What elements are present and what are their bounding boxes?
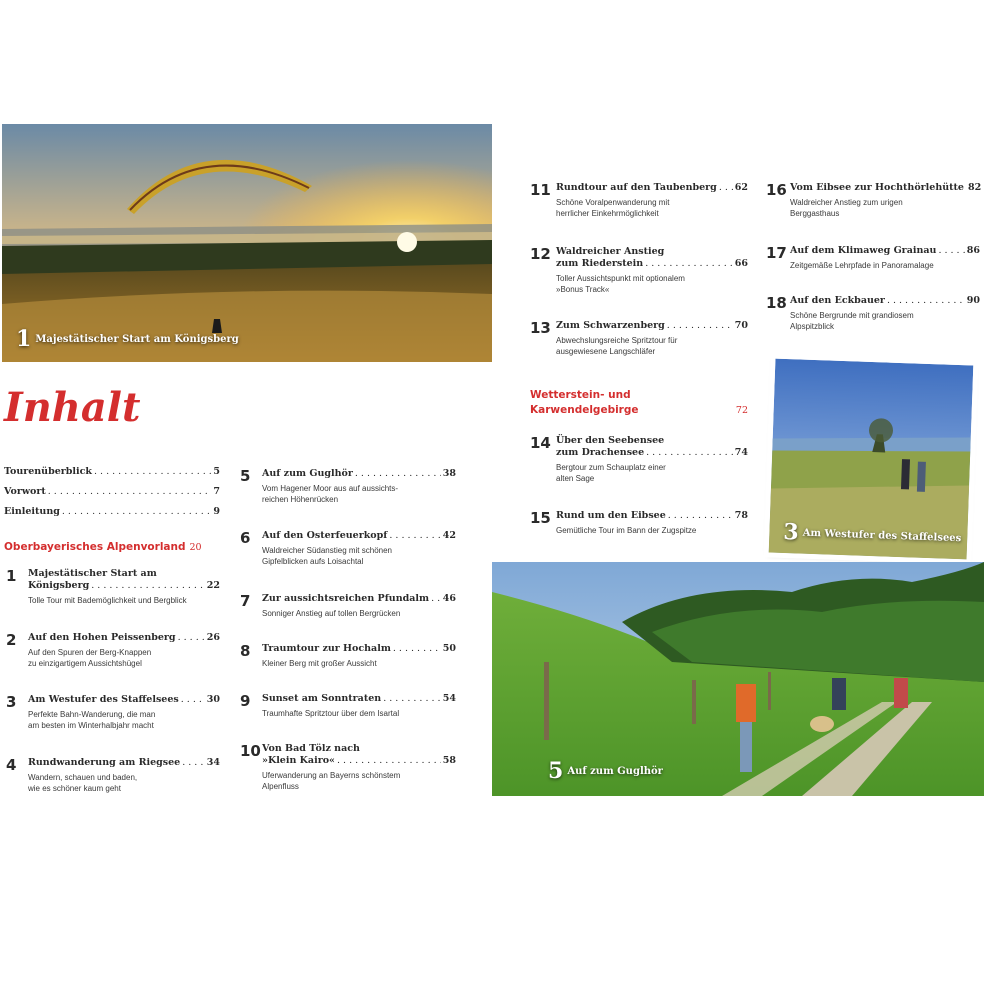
page-title: Inhalt	[4, 384, 141, 431]
toc-entry-desc: Toller Aussichtspunkt mit optionalem	[556, 274, 685, 283]
toc-entry-page: 30	[206, 694, 220, 705]
toc-entry-number: 14	[530, 434, 551, 452]
toc-entry-title: Zur aussichtsreichen Pfundalm	[262, 593, 430, 604]
section-heading[interactable]	[4, 540, 202, 555]
section-title: Oberbayerisches Alpenvorland	[4, 541, 186, 553]
photo-caption	[548, 758, 663, 784]
toc-entry-desc: Auf den Spuren der Berg-Knappen	[28, 648, 152, 657]
toc-entry-desc: Vom Hagener Moor aus auf aussichts-	[262, 484, 399, 493]
toc-entry-title: Traumtour zur Hochalm	[262, 643, 391, 654]
toc-entry-desc-line2: Alpspitzblick	[790, 322, 835, 331]
toc-entry-page: 74	[734, 447, 748, 458]
toc-entry-number: 1	[6, 567, 17, 585]
photo-caption-text: Majestätischer Start am Königsberg	[35, 333, 239, 345]
toc-entry-desc: Waldreicher Südanstieg mit schönen	[262, 546, 392, 555]
toc-entry-title: Rundtour auf den Taubenberg	[556, 182, 717, 193]
toc-entry-page: 86	[966, 245, 980, 256]
photo-caption-text: Auf zum Guglhör	[567, 765, 663, 777]
toc-entry-page: 58	[442, 755, 456, 766]
section-page: 20	[189, 542, 202, 553]
toc-entry-title-line1: Von Bad Tölz nach	[262, 743, 360, 754]
toc-entry-desc: Wandern, schauen und baden,	[28, 773, 138, 782]
photo-caption	[16, 326, 239, 352]
section-page: 72	[735, 405, 748, 416]
toc-entry-page: 78	[734, 510, 748, 521]
toc-entry-page: 70	[734, 320, 748, 331]
toc-entry-desc: Tolle Tour mit Bademöglichkeit und Bergblick	[28, 596, 187, 605]
toc-entry-desc-line2: am besten im Winterhalbjahr macht	[28, 721, 154, 730]
toc-entry-desc-line2: wie es schöner kaum geht	[28, 784, 121, 793]
toc-entry-number: 13	[530, 319, 551, 337]
toc-entry-page: 62	[734, 182, 748, 193]
photo-caption-number: 5	[548, 758, 564, 784]
toc-entry-number: 11	[530, 181, 551, 199]
toc-entry-desc: Kleiner Berg mit großer Aussicht	[262, 659, 377, 668]
toc-entry-title: Zum Schwarzenberg	[556, 320, 665, 331]
toc-entry-number: 15	[530, 509, 551, 527]
photo-caption-number: 1	[16, 326, 32, 352]
toc-entry-title: Auf dem Klimaweg Grainau	[790, 245, 937, 256]
toc-front-page: 9	[213, 506, 220, 517]
toc-entry-number: 4	[6, 756, 17, 774]
toc-entry-desc: Sonniger Anstieg auf tollen Bergrücken	[262, 609, 401, 618]
toc-entry-desc: Perfekte Bahn-Wanderung, die man	[28, 710, 156, 719]
toc-entry-page: 26	[206, 632, 220, 643]
toc-entry-desc-line2: ausgewiesene Langschläfer	[556, 347, 656, 356]
toc-entry-title: Am Westufer des Staffelsees	[28, 694, 179, 705]
toc-entry-title: Vom Eibsee zur Hochthörlehütte	[790, 182, 964, 193]
toc-entry-number: 7	[240, 592, 251, 610]
toc-entry-desc: Uferwanderung an Bayerns schönstem	[262, 771, 401, 780]
toc-entry-title: zum Riederstein	[556, 258, 644, 269]
photo-staffelsee	[769, 359, 974, 560]
toc-entry-number: 8	[240, 642, 251, 660]
toc-entry-page: 90	[966, 295, 980, 306]
toc-entry-page: 54	[442, 693, 456, 704]
toc-front-page: 5	[213, 466, 220, 477]
toc-entry-desc: Schöne Voralpenwanderung mit	[556, 198, 670, 207]
toc-entry-title: Rund um den Eibsee	[556, 510, 666, 521]
toc-entry-page: 66	[734, 258, 748, 269]
toc-entry-title: zum Drachensee	[556, 447, 645, 458]
toc-entry-desc-line2: Berggasthaus	[790, 209, 840, 218]
toc-entry-desc-line2: zu einzigartigem Aussichtshügel	[28, 659, 142, 668]
toc-entry-desc-line2: Gipfelblicken aufs Loisachtal	[262, 557, 364, 566]
toc-entry-desc: Abwechslungsreiche Spritztour für	[556, 336, 678, 345]
toc-entry-desc: Zeitgemäße Lehrpfade in Panoramalage	[790, 261, 934, 270]
toc-entry-number: 5	[240, 467, 251, 485]
toc-entry-page: 34	[206, 757, 220, 768]
toc-entry-title-line1: Über den Seebensee	[556, 435, 665, 446]
toc-entry-desc-line2: reichen Höhenrücken	[262, 495, 339, 504]
photo-caption-text: Am Westufer des Staffelsees	[802, 527, 962, 544]
toc-entry-title: Königsberg	[28, 580, 90, 591]
section-title-line1: Wetterstein- und	[530, 389, 631, 401]
toc-entry-desc-line2: »Bonus Track«	[556, 285, 610, 294]
toc-entry-title: Auf den Osterfeuerkopf	[262, 530, 388, 541]
toc-front-label: Vorwort	[4, 486, 46, 497]
toc-entry-number: 9	[240, 692, 251, 710]
toc-front-label: Tourenüberblick	[4, 466, 93, 477]
toc-entry-desc-line2: Alpenfluss	[262, 782, 299, 791]
toc-entry-desc-line2: alten Sage	[556, 474, 595, 483]
toc-front-item[interactable]	[4, 506, 220, 517]
toc-entry-title-line1: Majestätischer Start am	[28, 568, 157, 579]
toc-entry-page: 46	[442, 593, 456, 604]
toc-entry-number: 16	[766, 181, 787, 199]
toc-entry-title: Auf den Eckbauer	[790, 295, 885, 306]
toc-entry-page: 22	[206, 580, 220, 591]
section-title-line2: Karwendelgebirge	[530, 404, 639, 416]
toc-entry-desc: Waldreicher Anstieg zum urigen	[790, 198, 903, 207]
toc-front-label: Einleitung	[4, 506, 60, 517]
toc-entry-page: 42	[442, 530, 456, 541]
toc-entry-number: 10	[240, 742, 261, 760]
toc-entry-desc-line2: herrlicher Einkehrmöglichkeit	[556, 209, 659, 218]
section-heading[interactable]	[530, 388, 748, 418]
toc-entry-title: Rundwanderung am Riegsee	[28, 757, 181, 768]
toc-entry-number: 3	[6, 693, 17, 711]
toc-entry-number: 2	[6, 631, 17, 649]
photo-koenigsberg	[2, 124, 492, 362]
toc-entry-desc: Bergtour zum Schauplatz einer	[556, 463, 666, 472]
toc-entry-page: 82	[967, 182, 982, 193]
toc-entry-page: 50	[442, 643, 456, 654]
toc-entry-page: 38	[442, 468, 456, 479]
photo-guglhoer	[492, 562, 984, 796]
toc-entry-number: 12	[530, 245, 551, 263]
toc-entry-desc: Traumhafte Spritztour über dem Isartal	[262, 709, 400, 718]
toc-entry-desc: Gemütliche Tour im Bann der Zugspitze	[556, 526, 697, 535]
toc-entry-title: Auf den Hohen Peissenberg	[28, 632, 176, 643]
toc-entry-number: 17	[766, 244, 787, 262]
toc-front-item[interactable]	[4, 466, 220, 477]
toc-entry-title: »Klein Kairo«	[262, 755, 335, 766]
toc-entry-number: 6	[240, 529, 251, 547]
toc-entry-desc: Schöne Bergrunde mit grandiosem	[790, 311, 914, 320]
toc-entry-title: Auf zum Guglhör	[262, 468, 353, 479]
toc-entry-title: Sunset am Sonntraten	[262, 693, 382, 704]
toc-entry-number: 18	[766, 294, 787, 312]
toc-entry-title-line1: Waldreicher Anstieg	[556, 246, 665, 257]
toc-front-page: 7	[213, 486, 220, 497]
photo-caption-number: 3	[782, 518, 800, 546]
toc-front-item[interactable]	[4, 486, 220, 497]
